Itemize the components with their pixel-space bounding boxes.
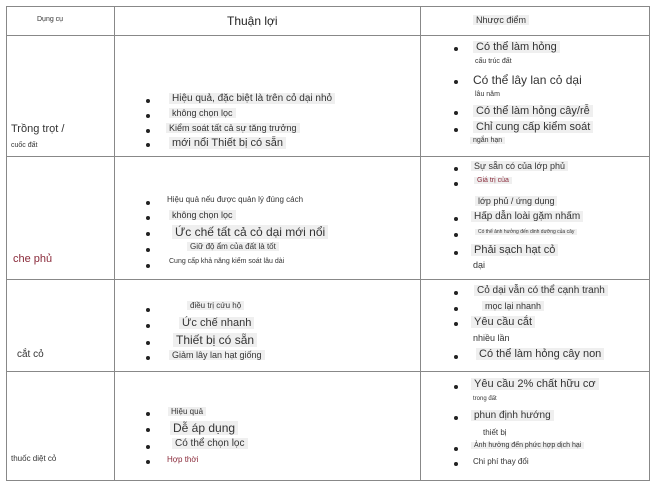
tool-cell xyxy=(7,372,115,481)
cons-item: lâu năm xyxy=(475,91,500,98)
bullet-icon xyxy=(454,307,458,311)
tool-label: cắt cỏ xyxy=(17,349,44,360)
pros-item: Giảm lây lan hạt giống xyxy=(169,350,265,360)
bullet-icon xyxy=(454,128,458,132)
bullet-icon xyxy=(146,308,150,312)
tool-label: che phủ xyxy=(13,253,53,265)
pros-item: điều trị cứu hộ xyxy=(187,301,244,310)
bullet-icon xyxy=(454,182,458,186)
weed-control-table xyxy=(6,6,650,481)
bullet-icon xyxy=(146,114,150,118)
bullet-icon xyxy=(454,322,458,326)
header-cell-tool xyxy=(7,7,115,36)
pros-cell xyxy=(115,372,421,481)
cons-item: nhiều lần xyxy=(473,333,510,343)
pros-item: Dễ áp dụng xyxy=(170,421,238,435)
bullet-icon xyxy=(146,99,150,103)
bullet-icon xyxy=(146,232,150,236)
pros-item: Hiệu quả, đặc biệt là trên cỏ dại nhỏ xyxy=(169,93,335,104)
cons-item: Ảnh hưởng đến phức hợp dịch hại xyxy=(471,442,584,449)
pros-item: Giữ độ ẩm của đất là tốt xyxy=(187,242,279,251)
bullet-icon xyxy=(146,201,150,205)
header-pros-label: Thuận lợi xyxy=(227,14,278,28)
bullet-icon xyxy=(146,248,150,252)
cons-item: dại xyxy=(473,260,486,270)
header-cell-pros xyxy=(115,7,421,36)
bullet-icon xyxy=(146,356,150,360)
bullet-icon xyxy=(146,428,150,432)
bullet-icon xyxy=(146,216,150,220)
bullet-icon xyxy=(454,111,458,115)
cons-item: ngắn hạn xyxy=(470,137,505,144)
bullet-icon xyxy=(146,341,150,345)
cons-item: Có thể ảnh hưởng đến dinh dưỡng của cây xyxy=(475,229,577,235)
bullet-icon xyxy=(146,264,150,268)
pros-item: không chọn lọc xyxy=(169,108,236,118)
cons-item: Có thể làm hỏng cây/rễ xyxy=(473,105,593,117)
bullet-icon xyxy=(454,447,458,451)
cons-item: Giá trị của xyxy=(474,177,512,184)
cons-item: trong đất xyxy=(473,396,497,402)
pros-cell xyxy=(115,280,421,372)
header-tool-label: Dụng cụ xyxy=(37,16,64,23)
pros-item: Hiệu quả nếu được quản lý đúng cách xyxy=(167,195,304,204)
bullet-icon xyxy=(146,445,150,449)
bullet-icon xyxy=(454,385,458,389)
pros-item: Có thể chọn lọc xyxy=(172,438,248,449)
pros-cell xyxy=(115,157,421,280)
pros-item: Ức chế tất cả cỏ dại mới nổi xyxy=(172,225,328,239)
bullet-icon xyxy=(454,233,458,237)
cons-item: Yêu cầu 2% chất hữu cơ xyxy=(471,378,599,390)
bullet-icon xyxy=(454,416,458,420)
cons-item: Chi phí thay đổi xyxy=(473,457,529,466)
cons-item: phun định hướng xyxy=(471,410,554,421)
bullet-icon xyxy=(454,355,458,359)
table-row xyxy=(7,157,650,280)
pros-item: Hiệu quả xyxy=(168,407,206,416)
cons-item: Có thể lây lan cỏ dại xyxy=(473,73,582,87)
cons-item: cấu trúc đất xyxy=(475,58,512,65)
header-cell-cons xyxy=(421,7,650,36)
cons-item: Cỏ dại vẫn có thể cạnh tranh xyxy=(474,285,608,296)
table-row xyxy=(7,280,650,372)
bullet-icon xyxy=(146,324,150,328)
bullet-icon xyxy=(454,462,458,466)
cons-item: Có thể làm hỏng xyxy=(473,41,560,53)
cons-item: Phải sạch hạt cỏ xyxy=(471,244,558,256)
cons-cell xyxy=(421,280,650,372)
cons-item: Yêu cầu cắt xyxy=(471,316,535,328)
pros-item: Kiểm soát tất cả sự tăng trưởng xyxy=(166,123,300,133)
bullet-icon xyxy=(454,47,458,51)
tool-cell xyxy=(7,280,115,372)
bullet-icon xyxy=(454,80,458,84)
header-cons-label: Nhược điểm xyxy=(473,15,529,25)
pros-item: Thiết bị có sẵn xyxy=(173,333,257,347)
bullet-icon xyxy=(454,167,458,171)
pros-item: không chọn lọc xyxy=(169,210,236,220)
pros-cell xyxy=(115,36,421,157)
tool-cell xyxy=(7,36,115,157)
bullet-icon xyxy=(146,460,150,464)
pros-item: Cung cấp khả năng kiểm soát lâu dài xyxy=(169,258,285,265)
cons-item: Chỉ cung cấp kiểm soát xyxy=(473,121,593,133)
cons-cell xyxy=(421,157,650,280)
bullet-icon xyxy=(146,143,150,147)
cons-cell xyxy=(421,36,650,157)
tool-label: cuốc đất xyxy=(11,142,38,149)
table-row xyxy=(7,36,650,157)
bullet-icon xyxy=(454,291,458,295)
tool-label: thuốc diệt cỏ xyxy=(11,454,57,463)
cons-cell xyxy=(421,372,650,481)
cons-item: thiết bị xyxy=(483,428,507,437)
pros-item: mới nổi Thiết bị có sẵn xyxy=(169,137,286,149)
tool-cell xyxy=(7,157,115,280)
bullet-icon xyxy=(146,129,150,133)
cons-item: Có thể làm hỏng cây non xyxy=(476,348,604,360)
bullet-icon xyxy=(454,251,458,255)
pros-item: Ức chế nhanh xyxy=(179,317,254,329)
header-row xyxy=(7,7,650,36)
bullet-icon xyxy=(146,412,150,416)
bullet-icon xyxy=(454,217,458,221)
cons-item: mọc lại nhanh xyxy=(482,301,544,311)
table-row xyxy=(7,372,650,481)
cons-item: Sự sẵn có của lớp phủ xyxy=(471,161,568,171)
cons-item: Hấp dẫn loài gặm nhấm xyxy=(471,211,583,222)
cons-item: lớp phủ / ứng dụng xyxy=(475,196,557,206)
pros-item: Hợp thời xyxy=(167,455,199,464)
tool-label: Trồng trọt / xyxy=(11,123,65,135)
